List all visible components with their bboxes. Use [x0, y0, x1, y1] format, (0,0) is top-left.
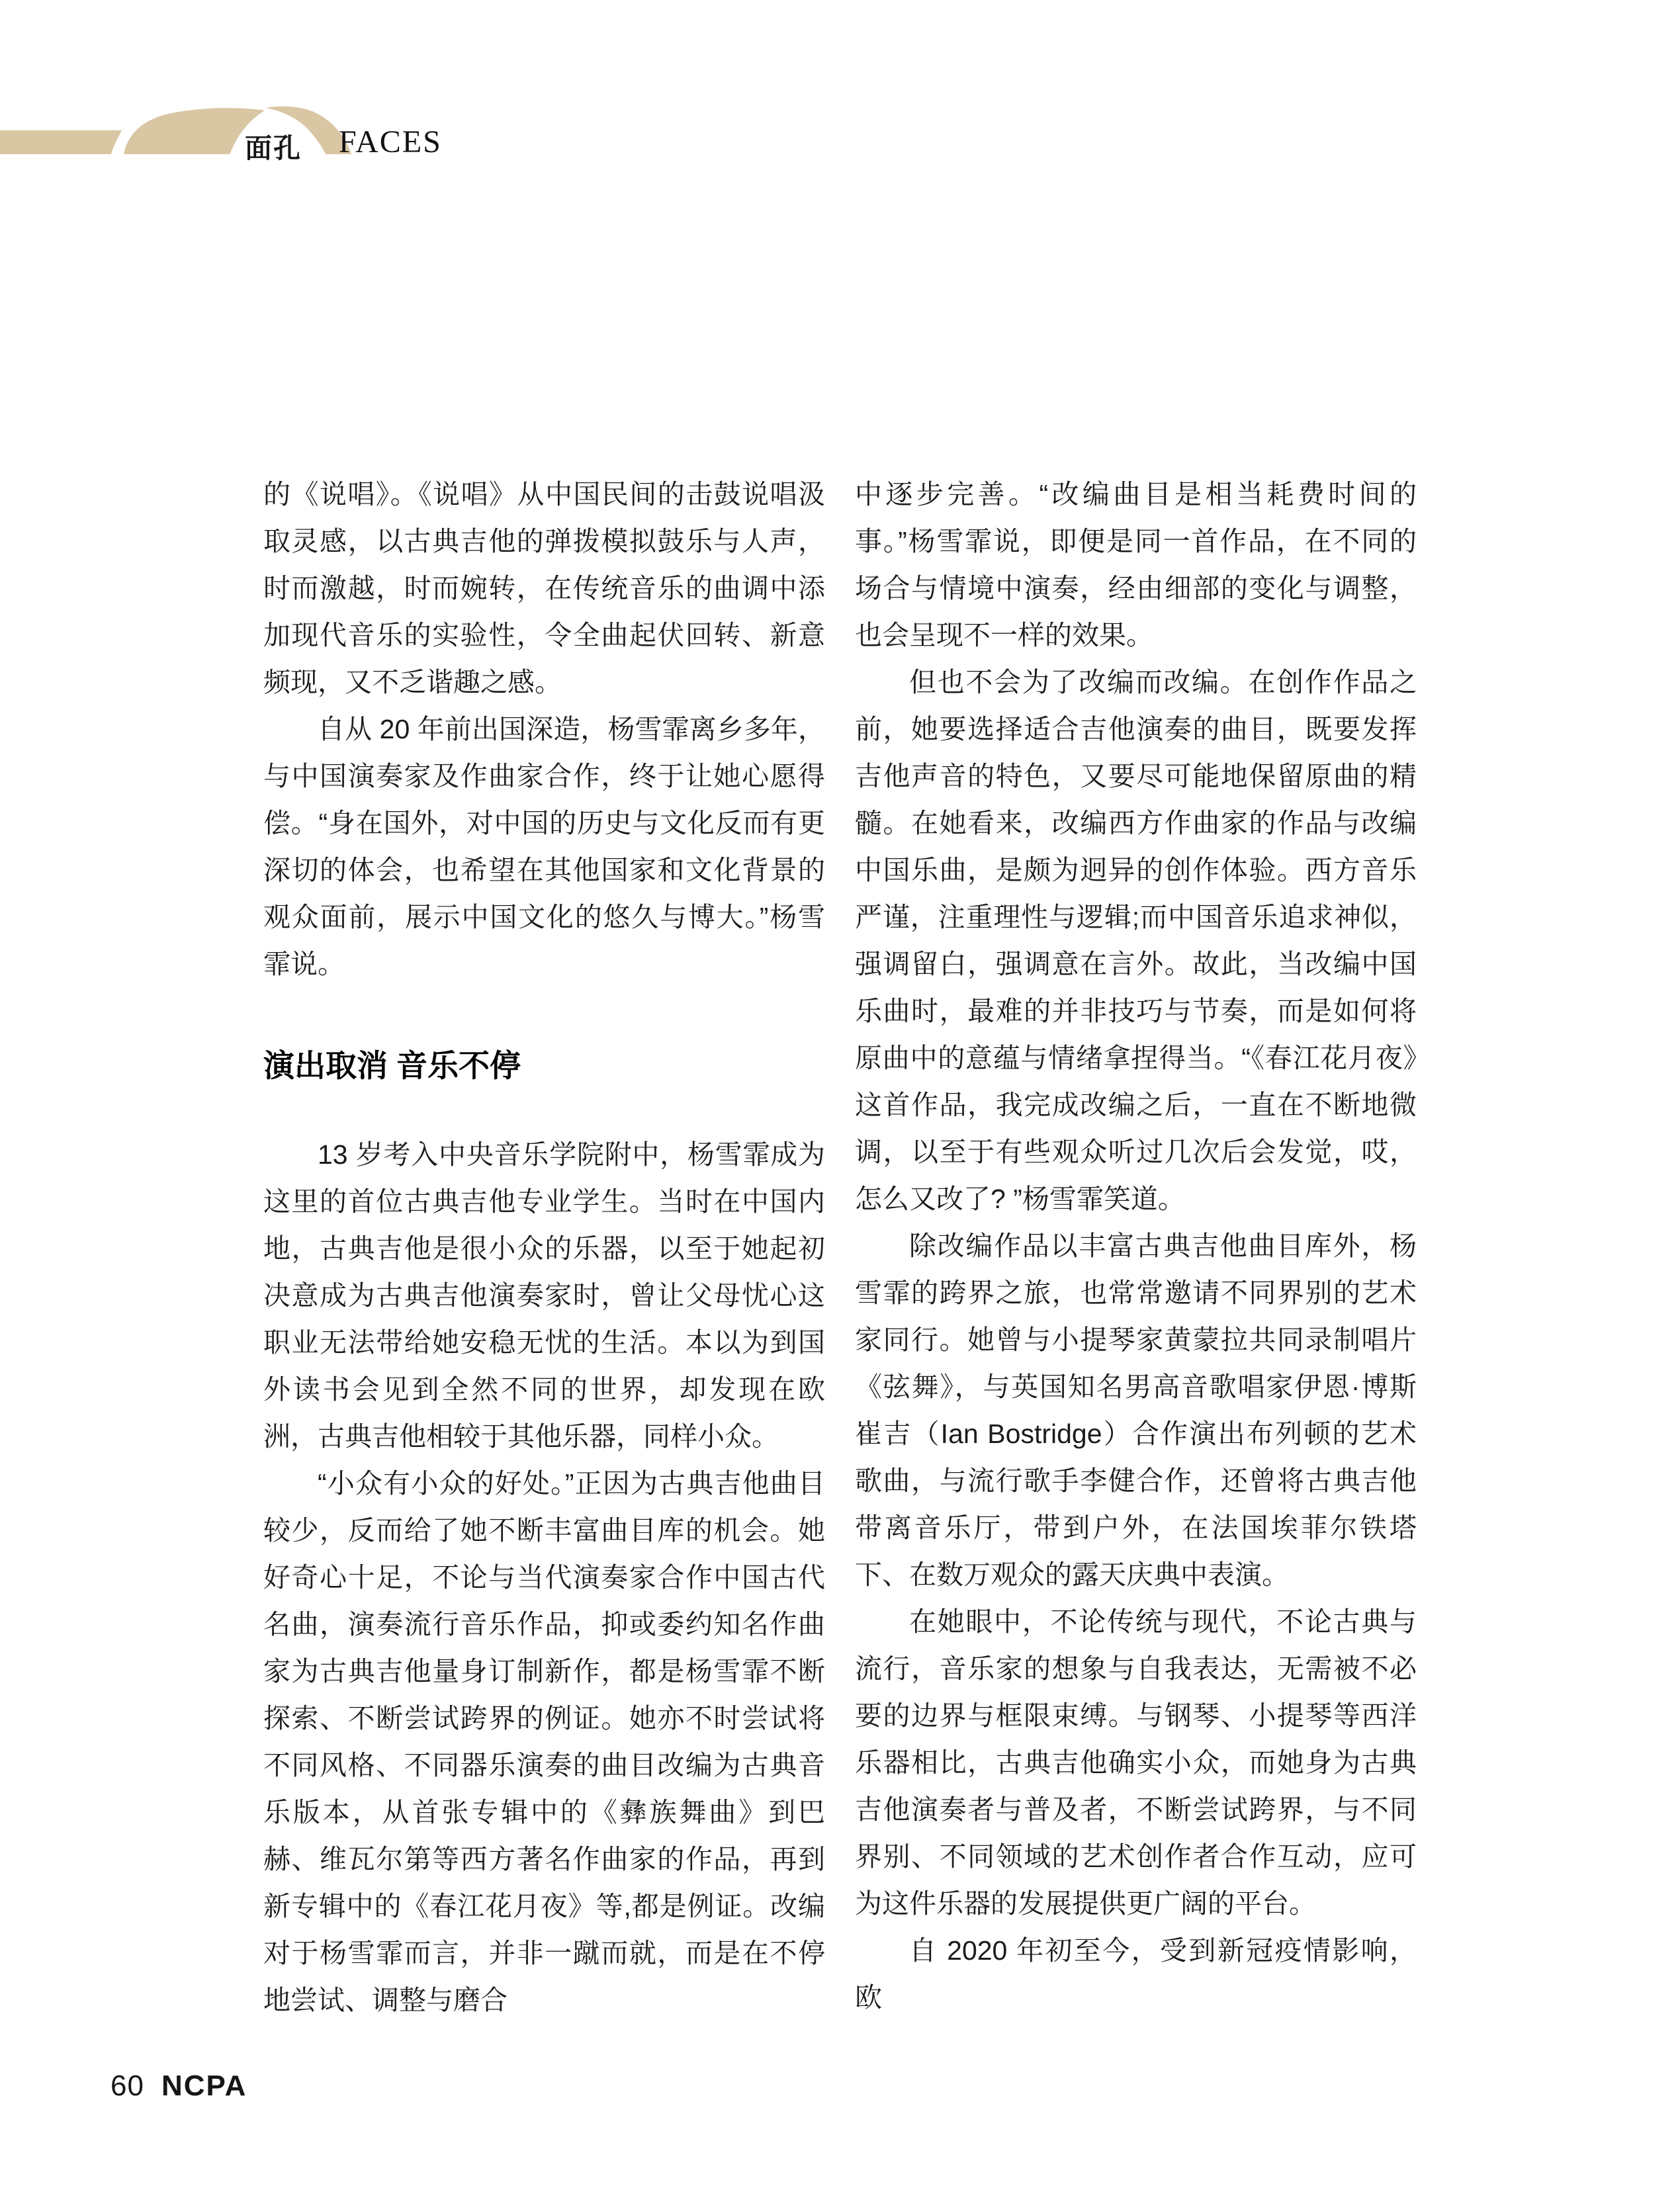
paragraph: 自从 20 年前出国深造，杨雪霏离乡多年，与中国演奏家及作曲家合作，终于让她心愿得偿。“身在国外，对中国的历史与文化反而有更深切的体会，也希望在其他国家和文化背景的观众面前，展示中国文化的悠久与博大。”杨雪霏说。	[263, 714, 825, 979]
banner-dome-shape	[124, 108, 265, 154]
section-title-english: FACES	[339, 124, 442, 159]
banner-graphic	[0, 0, 463, 198]
paragraph: 在她眼中，不论传统与现代，不论古典与流行，音乐家的想象与自我表达，无需被不必要的边界与框限束缚。与钢琴、小提琴等西洋乐器相比，古典吉他确实小众，而她身为古典吉他演奏者与普及者，不断尝试跨界，与不同界别、不同领域的艺术创作者合作互动，应可为这件乐器的发展提供更广阔的平台。	[855, 1606, 1417, 1919]
page-footer	[111, 2070, 247, 2103]
banner-bar-shape	[0, 130, 122, 154]
paragraph: 中逐步完善。“改编曲目是相当耗费时间的事。”杨雪霏说，即便是同一首作品，在不同的场合与情境中演奏，经由细部的变化与调整，也会呈现不一样的效果。	[855, 479, 1417, 650]
paragraph: 的《说唱》。《说唱》从中国民间的击鼓说唱汲取灵感，以古典吉他的弹拨模拟鼓乐与人声，时而激越，时而婉转，在传统音乐的曲调中添加现代音乐的实验性，令全曲起伏回转、新意频现，又不乏谐趣之感。	[263, 479, 825, 697]
paragraph: 13 岁考入中央音乐学院附中，杨雪霏成为这里的首位古典吉他专业学生。当时在中国内地，古典吉他是很小众的乐器，以至于她起初决意成为古典吉他演奏家时，曾让父母忧心这职业无法带给她安稳无忧的生活。本以为到国外读书会见到全然不同的世界，却发现在欧洲，古典吉他相较于其他乐器，同样小众。	[263, 1139, 825, 1452]
magazine-name: NCPA	[161, 2070, 247, 2102]
article-column-left	[263, 471, 825, 2024]
paragraph: 除改编作品以丰富古典吉他曲目库外，杨雪霏的跨界之旅，也常常邀请不同界别的艺术家同行。她曾与小提琴家黄蒙拉共同录制唱片《弦舞》，与英国知名男高音歌唱家伊恩·博斯崔吉（Ian Bostridge）合作演出布列顿的艺术歌曲，与流行歌手李健合作，还曾将古典吉他带离音乐厅，带到户外，在法国埃菲尔铁塔下、在数万观众的露天庆典中表演。	[855, 1231, 1417, 1590]
section-title-chinese: 面孔	[245, 133, 302, 163]
section-heading: 演出取消 音乐不停	[263, 1048, 521, 1083]
paragraph: “小众有小众的好处。”正因为古典吉他曲目较少，反而给了她不断丰富曲目库的机会。她好奇心十足，不论与当代演奏家合作中国古代名曲，演奏流行音乐作品，抑或委约知名作曲家为古典吉他量身订制新作，都是杨雪霏不断探索、不断尝试跨界的例证。她亦不时尝试将不同风格、不同器乐演奏的曲目改编为古典音乐版本，从首张专辑中的《彝族舞曲》到巴赫、维瓦尔第等西方著名作曲家的作品，再到新专辑中的《春江花月夜》等,都是例证。改编对于杨雪霏而言，并非一蹴而就，而是在不停地尝试、调整与磨合	[263, 1468, 825, 2015]
paragraph: 但也不会为了改编而改编。在创作作品之前，她要选择适合吉他演奏的曲目，既要发挥吉他声音的特色，又要尽可能地保留原曲的精髓。在她看来，改编西方作曲家的作品与改编中国乐曲，是颇为迥异的创作体验。西方音乐严谨，注重理性与逻辑;而中国音乐追求神似，强调留白，强调意在言外。故此，当改编中国乐曲时，最难的并非技巧与节奏，而是如何将原曲中的意蕴与情绪拿捏得当。“《春江花月夜》这首作品，我完成改编之后，一直在不断地微调，以至于有些观众听过几次后会发觉，哎，怎么又改了? ”杨雪霏笑道。	[855, 667, 1417, 1214]
paragraph: 自 2020 年初至今，受到新冠疫情影响，欧	[855, 1935, 1417, 2013]
page-number: 60	[111, 2070, 144, 2102]
article-column-right	[855, 471, 1417, 2021]
